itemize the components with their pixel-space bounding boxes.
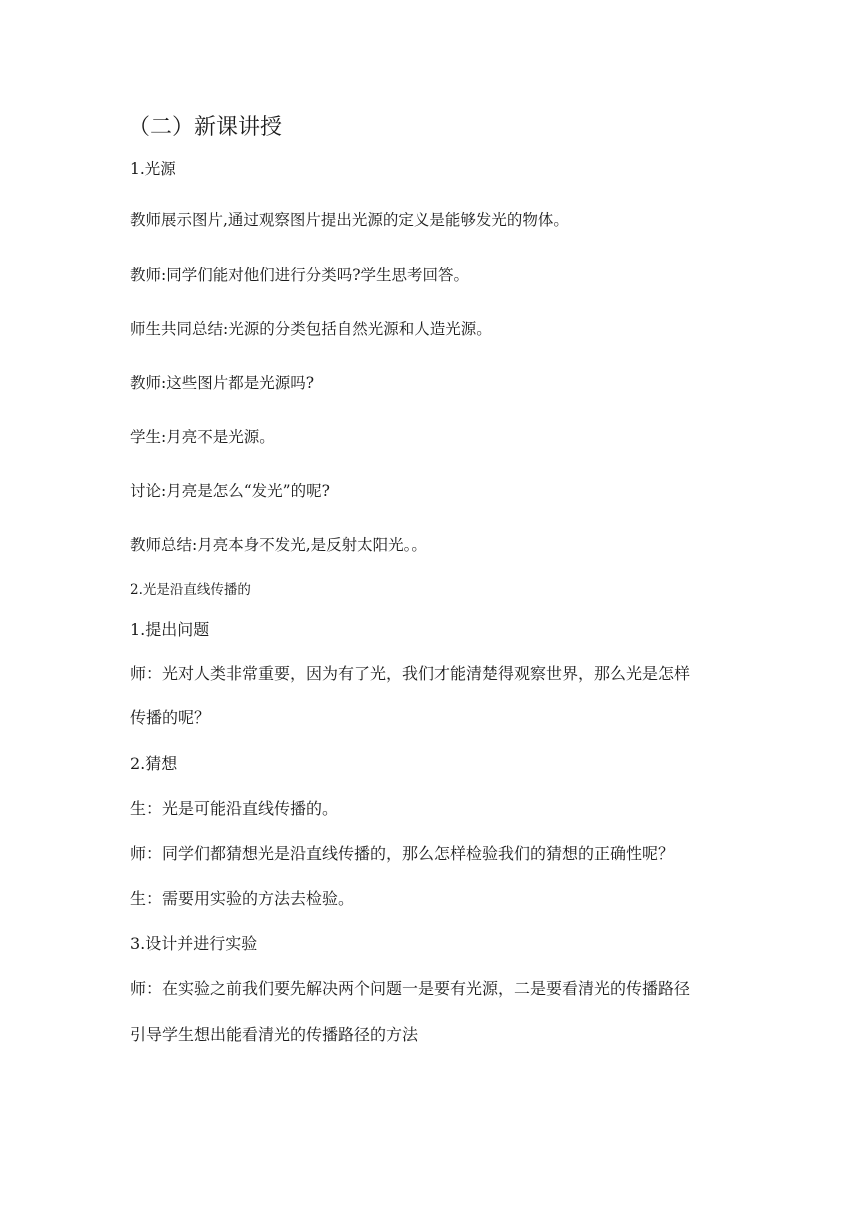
paragraph: 学生:月亮不是光源。: [130, 428, 275, 446]
paragraph: 师：在实验之前我们要先解决两个问题一是要有光源，二是要看清光的传播路径: [130, 979, 691, 998]
paragraph: 传播的呢？: [130, 708, 211, 727]
paragraph: 引导学生想出能看清光的传播路径的方法: [130, 1025, 419, 1044]
paragraph: 师：光对人类非常重要，因为有了光，我们才能清楚得观察世界，那么光是怎样: [130, 664, 691, 683]
paragraph: 讨论:月亮是怎么“发光”的呢?: [130, 482, 330, 500]
paragraph: 教师:同学们能对他们进行分类吗?学生思考回答。: [130, 266, 470, 284]
paragraph: 教师展示图片,通过观察图片提出光源的定义是能够发光的物体。: [130, 211, 569, 229]
paragraph: 教师:这些图片都是光源吗?: [130, 374, 315, 392]
paragraph: 师：同学们都猜想光是沿直线传播的，那么怎样检验我们的猜想的正确性呢？: [130, 844, 675, 863]
subsection-title: 2.光是沿直线传播的: [130, 582, 251, 598]
paragraph: 1.提出问题: [130, 620, 210, 639]
paragraph: 教师总结:月亮本身不发光,是反射太阳光。。: [130, 536, 427, 554]
paragraph: 生：需要用实验的方法去检验。: [130, 889, 355, 908]
paragraph: 2.猜想: [130, 754, 178, 773]
paragraph: 师生共同总结:光源的分类包括自然光源和人造光源。: [130, 320, 492, 338]
subsection-title: 1.光源: [130, 160, 176, 178]
section-heading: （二）新课讲授: [128, 115, 283, 140]
paragraph: 3.设计并进行实验: [130, 934, 258, 953]
paragraph: 生：光是可能沿直线传播的。: [130, 799, 339, 818]
